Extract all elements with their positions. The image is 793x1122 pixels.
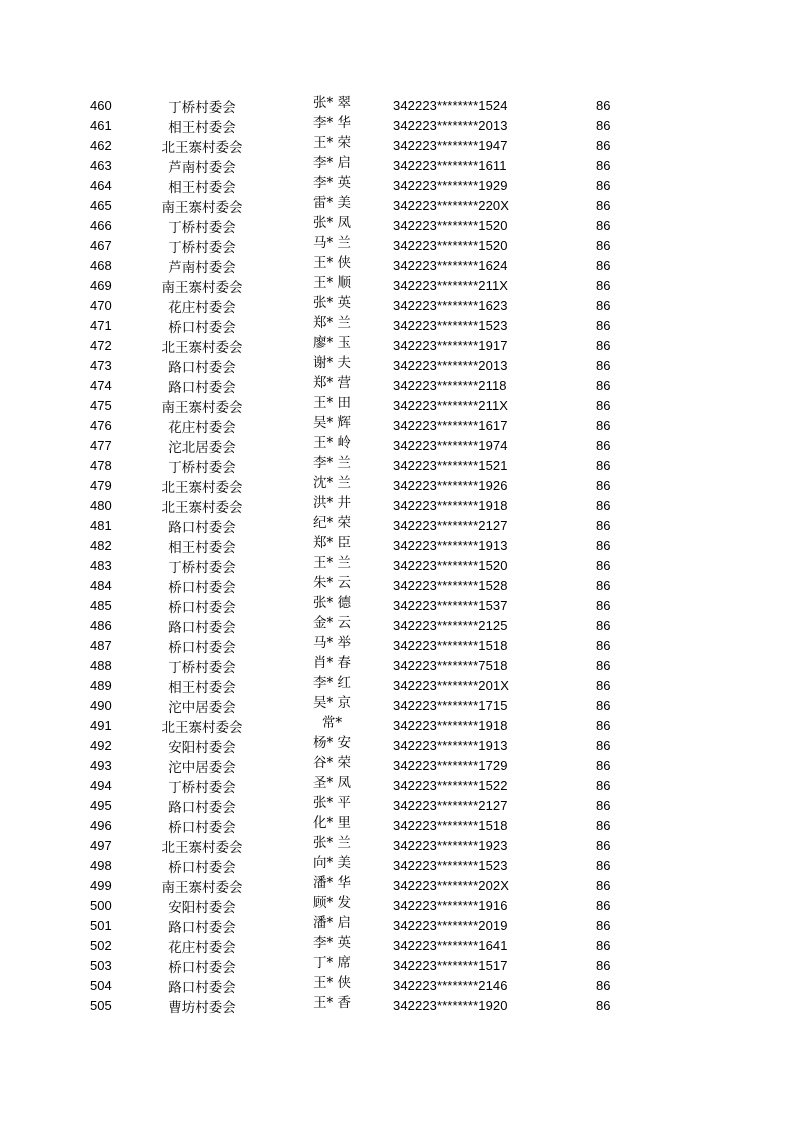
village-committee: 花庄村委会	[168, 940, 236, 956]
score: 86	[596, 438, 611, 453]
table-row	[0, 636, 793, 656]
id-number: 342223********1518	[393, 638, 508, 653]
score: 86	[596, 498, 611, 513]
score: 86	[596, 898, 611, 913]
row-number: 476	[90, 418, 112, 433]
village-committee: 北王寨村委会	[161, 500, 243, 516]
score: 86	[596, 258, 611, 273]
table-row	[0, 496, 793, 516]
row-number: 462	[90, 138, 112, 153]
village-committee: 北王寨村委会	[161, 140, 243, 156]
row-number: 490	[90, 698, 112, 713]
village-committee: 丁桥村委会	[168, 460, 236, 476]
person-name: 金* 云	[312, 615, 352, 631]
row-number: 463	[90, 158, 112, 173]
score: 86	[596, 138, 611, 153]
person-name: 谢* 夫	[312, 355, 352, 371]
score: 86	[596, 738, 611, 753]
table-row	[0, 376, 793, 396]
table-row	[0, 336, 793, 356]
table-row	[0, 356, 793, 376]
person-name: 吴* 辉	[312, 415, 352, 431]
score: 86	[596, 698, 611, 713]
id-number: 342223********211X	[393, 278, 509, 293]
row-number: 477	[90, 438, 112, 453]
id-number: 342223********1517	[393, 958, 508, 973]
row-number: 491	[90, 718, 112, 733]
table-row	[0, 136, 793, 156]
score: 86	[596, 458, 611, 473]
id-number: 342223********1521	[393, 458, 508, 473]
score: 86	[596, 538, 611, 553]
table-row	[0, 476, 793, 496]
table-row	[0, 936, 793, 956]
id-number: 342223********1520	[393, 238, 508, 253]
id-number: 342223********1528	[393, 578, 508, 593]
village-committee: 安阳村委会	[168, 740, 236, 756]
village-committee: 北王寨村委会	[161, 480, 243, 496]
score: 86	[596, 118, 611, 133]
table-row	[0, 516, 793, 536]
row-number: 492	[90, 738, 112, 753]
table-row	[0, 776, 793, 796]
village-committee: 桥口村委会	[168, 320, 236, 336]
person-name: 王* 兰	[312, 555, 352, 571]
score: 86	[596, 818, 611, 833]
score: 86	[596, 718, 611, 733]
village-committee: 路口村委会	[168, 360, 236, 376]
person-name: 廖* 玉	[312, 335, 352, 351]
row-number: 466	[90, 218, 112, 233]
row-number: 464	[90, 178, 112, 193]
person-name: 张* 德	[312, 595, 352, 611]
village-committee: 丁桥村委会	[168, 240, 236, 256]
village-committee: 丁桥村委会	[168, 100, 236, 116]
person-name: 王* 岭	[312, 435, 352, 451]
row-number: 469	[90, 278, 112, 293]
id-number: 342223********1522	[393, 778, 508, 793]
score: 86	[596, 358, 611, 373]
table-row	[0, 316, 793, 336]
village-committee: 北王寨村委会	[161, 720, 243, 736]
person-name: 王* 顺	[312, 275, 352, 291]
id-number: 342223********1920	[393, 998, 508, 1013]
row-number: 471	[90, 318, 112, 333]
row-number: 474	[90, 378, 112, 393]
table-row	[0, 756, 793, 776]
row-number: 486	[90, 618, 112, 633]
person-name: 杨* 安	[312, 735, 352, 751]
row-number: 496	[90, 818, 112, 833]
person-name: 洪* 井	[312, 495, 352, 511]
table-row	[0, 456, 793, 476]
village-committee: 路口村委会	[168, 800, 236, 816]
id-number: 342223********1729	[393, 758, 508, 773]
table-row	[0, 676, 793, 696]
row-number: 472	[90, 338, 112, 353]
score: 86	[596, 578, 611, 593]
table-row	[0, 96, 793, 116]
village-committee: 路口村委会	[168, 520, 236, 536]
id-number: 342223********1520	[393, 218, 508, 233]
table-row	[0, 976, 793, 996]
table-row	[0, 616, 793, 636]
table-row	[0, 276, 793, 296]
row-number: 493	[90, 758, 112, 773]
person-name: 张* 英	[312, 295, 352, 311]
table-row	[0, 916, 793, 936]
id-number: 342223********2013	[393, 118, 508, 133]
person-name: 朱* 云	[312, 575, 352, 591]
row-number: 470	[90, 298, 112, 313]
id-number: 342223********201X	[393, 678, 510, 693]
score: 86	[596, 278, 611, 293]
score: 86	[596, 398, 611, 413]
person-name: 常*	[321, 715, 343, 731]
village-committee: 丁桥村委会	[168, 660, 236, 676]
person-name: 李* 华	[312, 115, 352, 131]
row-number: 461	[90, 118, 112, 133]
table-row	[0, 116, 793, 136]
person-name: 王* 荣	[312, 135, 352, 151]
id-number: 342223********2118	[393, 378, 507, 393]
score: 86	[596, 518, 611, 533]
row-number: 487	[90, 638, 112, 653]
score: 86	[596, 838, 611, 853]
score: 86	[596, 238, 611, 253]
person-name: 纪* 荣	[312, 515, 352, 531]
row-number: 504	[90, 978, 112, 993]
score: 86	[596, 618, 611, 633]
village-committee: 丁桥村委会	[168, 560, 236, 576]
village-committee: 沱中居委会	[168, 700, 236, 716]
village-committee: 桥口村委会	[168, 580, 236, 596]
id-number: 342223********1624	[393, 258, 508, 273]
village-committee: 丁桥村委会	[168, 780, 236, 796]
id-number: 342223********2019	[393, 918, 508, 933]
row-number: 479	[90, 478, 112, 493]
person-name: 马* 举	[312, 635, 352, 651]
score: 86	[596, 318, 611, 333]
row-number: 460	[90, 98, 112, 113]
person-name: 郑* 臣	[312, 535, 352, 551]
table-row	[0, 836, 793, 856]
row-number: 494	[90, 778, 112, 793]
table-row	[0, 216, 793, 236]
id-number: 342223********1916	[393, 898, 508, 913]
table-row	[0, 816, 793, 836]
person-name: 李* 启	[312, 155, 352, 171]
village-committee: 北王寨村委会	[161, 340, 243, 356]
row-number: 502	[90, 938, 112, 953]
village-committee: 路口村委会	[168, 620, 236, 636]
village-committee: 桥口村委会	[168, 960, 236, 976]
village-committee: 相王村委会	[168, 120, 236, 136]
person-name: 圣* 凤	[312, 775, 352, 791]
row-number: 482	[90, 538, 112, 553]
person-name: 郑* 兰	[312, 315, 352, 331]
score: 86	[596, 978, 611, 993]
village-committee: 路口村委会	[168, 920, 236, 936]
person-name: 李* 红	[312, 675, 352, 691]
row-number: 481	[90, 518, 112, 533]
person-name: 王* 田	[312, 395, 352, 411]
row-number: 475	[90, 398, 112, 413]
person-name: 吴* 京	[312, 695, 352, 711]
score: 86	[596, 938, 611, 953]
person-name: 潘* 华	[312, 875, 352, 891]
person-name: 郑* 营	[312, 375, 352, 391]
score: 86	[596, 638, 611, 653]
id-number: 342223********1641	[393, 938, 508, 953]
table-row	[0, 236, 793, 256]
id-number: 342223********2127	[393, 798, 508, 813]
id-number: 342223********1518	[393, 818, 508, 833]
score: 86	[596, 858, 611, 873]
person-name: 雷* 美	[312, 195, 352, 211]
row-number: 467	[90, 238, 112, 253]
person-name: 李* 英	[312, 175, 352, 191]
village-committee: 路口村委会	[168, 980, 236, 996]
row-number: 473	[90, 358, 112, 373]
village-committee: 北王寨村委会	[161, 840, 243, 856]
id-number: 342223********2125	[393, 618, 508, 633]
score: 86	[596, 178, 611, 193]
table-row	[0, 716, 793, 736]
row-number: 485	[90, 598, 112, 613]
row-number: 499	[90, 878, 112, 893]
village-committee: 曹坊村委会	[168, 1000, 236, 1016]
id-number: 342223********1611	[393, 158, 507, 173]
table-row	[0, 796, 793, 816]
score: 86	[596, 338, 611, 353]
village-committee: 芦南村委会	[168, 160, 236, 176]
person-name: 张* 凤	[312, 215, 352, 231]
id-number: 342223********1917	[393, 338, 508, 353]
score: 86	[596, 998, 611, 1013]
table-row	[0, 696, 793, 716]
id-number: 342223********1974	[393, 438, 508, 453]
person-name: 向* 美	[312, 855, 352, 871]
id-number: 342223********2146	[393, 978, 508, 993]
id-number: 342223********1715	[393, 698, 508, 713]
village-committee: 安阳村委会	[168, 900, 236, 916]
table-row	[0, 536, 793, 556]
table-row	[0, 436, 793, 456]
id-number: 342223********1918	[393, 718, 508, 733]
person-name: 丁* 席	[312, 955, 352, 971]
person-name: 张* 平	[312, 795, 352, 811]
score: 86	[596, 658, 611, 673]
person-name: 顾* 发	[312, 895, 352, 911]
row-number: 500	[90, 898, 112, 913]
id-number: 342223********1913	[393, 738, 508, 753]
village-committee: 南王寨村委会	[161, 280, 243, 296]
table-row	[0, 876, 793, 896]
village-committee: 桥口村委会	[168, 860, 236, 876]
person-name: 王* 侠	[312, 975, 352, 991]
village-committee: 花庄村委会	[168, 420, 236, 436]
id-number: 342223********220X	[393, 198, 510, 213]
id-number: 342223********1520	[393, 558, 508, 573]
id-number: 342223********211X	[393, 398, 509, 413]
village-committee: 桥口村委会	[168, 600, 236, 616]
person-name: 李* 英	[312, 935, 352, 951]
row-number: 483	[90, 558, 112, 573]
id-number: 342223********1524	[393, 98, 508, 113]
person-name: 王* 侠	[312, 255, 352, 271]
score: 86	[596, 158, 611, 173]
village-committee: 相王村委会	[168, 180, 236, 196]
person-name: 王* 香	[312, 995, 352, 1011]
id-number: 342223********202X	[393, 878, 510, 893]
village-committee: 南王寨村委会	[161, 880, 243, 896]
table-row	[0, 296, 793, 316]
village-committee: 丁桥村委会	[168, 220, 236, 236]
row-number: 465	[90, 198, 112, 213]
row-number: 501	[90, 918, 112, 933]
score: 86	[596, 778, 611, 793]
score: 86	[596, 678, 611, 693]
id-number: 342223********1617	[393, 418, 508, 433]
id-number: 342223********1929	[393, 178, 508, 193]
id-number: 342223********1923	[393, 838, 508, 853]
row-number: 478	[90, 458, 112, 473]
table-row	[0, 196, 793, 216]
score: 86	[596, 558, 611, 573]
village-committee: 沱中居委会	[168, 760, 236, 776]
score: 86	[596, 98, 611, 113]
row-number: 468	[90, 258, 112, 273]
row-number: 505	[90, 998, 112, 1013]
row-number: 497	[90, 838, 112, 853]
table-row	[0, 556, 793, 576]
score: 86	[596, 878, 611, 893]
row-number: 488	[90, 658, 112, 673]
person-name: 李* 兰	[312, 455, 352, 471]
row-number: 498	[90, 858, 112, 873]
village-committee: 相王村委会	[168, 680, 236, 696]
score: 86	[596, 218, 611, 233]
table-row	[0, 176, 793, 196]
id-number: 342223********1523	[393, 318, 508, 333]
score: 86	[596, 758, 611, 773]
table-row	[0, 896, 793, 916]
score: 86	[596, 598, 611, 613]
id-number: 342223********1918	[393, 498, 508, 513]
id-number: 342223********2013	[393, 358, 508, 373]
score: 86	[596, 378, 611, 393]
person-name: 肖* 春	[312, 655, 352, 671]
person-name: 谷* 荣	[312, 755, 352, 771]
village-committee: 路口村委会	[168, 380, 236, 396]
village-committee: 桥口村委会	[168, 640, 236, 656]
score: 86	[596, 798, 611, 813]
person-name: 化* 里	[312, 815, 352, 831]
table-row	[0, 416, 793, 436]
row-number: 484	[90, 578, 112, 593]
table-row	[0, 856, 793, 876]
row-number: 503	[90, 958, 112, 973]
village-committee: 桥口村委会	[168, 820, 236, 836]
id-number: 342223********1523	[393, 858, 508, 873]
score: 86	[596, 918, 611, 933]
person-name: 沈* 兰	[312, 475, 352, 491]
table-row	[0, 656, 793, 676]
village-committee: 芦南村委会	[168, 260, 236, 276]
person-name: 潘* 启	[312, 915, 352, 931]
score: 86	[596, 478, 611, 493]
score: 86	[596, 298, 611, 313]
table-row	[0, 156, 793, 176]
table-row	[0, 956, 793, 976]
id-number: 342223********1913	[393, 538, 508, 553]
table-row	[0, 256, 793, 276]
id-number: 342223********1537	[393, 598, 508, 613]
id-number: 342223********7518	[393, 658, 508, 673]
row-number: 480	[90, 498, 112, 513]
data-table	[0, 96, 793, 1016]
table-row	[0, 736, 793, 756]
village-committee: 南王寨村委会	[161, 400, 243, 416]
village-committee: 花庄村委会	[168, 300, 236, 316]
village-committee: 相王村委会	[168, 540, 236, 556]
score: 86	[596, 958, 611, 973]
person-name: 马* 兰	[312, 235, 352, 251]
table-row	[0, 996, 793, 1016]
person-name: 张* 翠	[312, 95, 352, 111]
village-committee: 南王寨村委会	[161, 200, 243, 216]
village-committee: 沱北居委会	[168, 440, 236, 456]
id-number: 342223********1926	[393, 478, 508, 493]
person-name: 张* 兰	[312, 835, 352, 851]
id-number: 342223********1623	[393, 298, 508, 313]
score: 86	[596, 418, 611, 433]
table-row	[0, 596, 793, 616]
table-row	[0, 396, 793, 416]
score: 86	[596, 198, 611, 213]
id-number: 342223********2127	[393, 518, 508, 533]
row-number: 489	[90, 678, 112, 693]
id-number: 342223********1947	[393, 138, 508, 153]
table-row	[0, 576, 793, 596]
row-number: 495	[90, 798, 112, 813]
